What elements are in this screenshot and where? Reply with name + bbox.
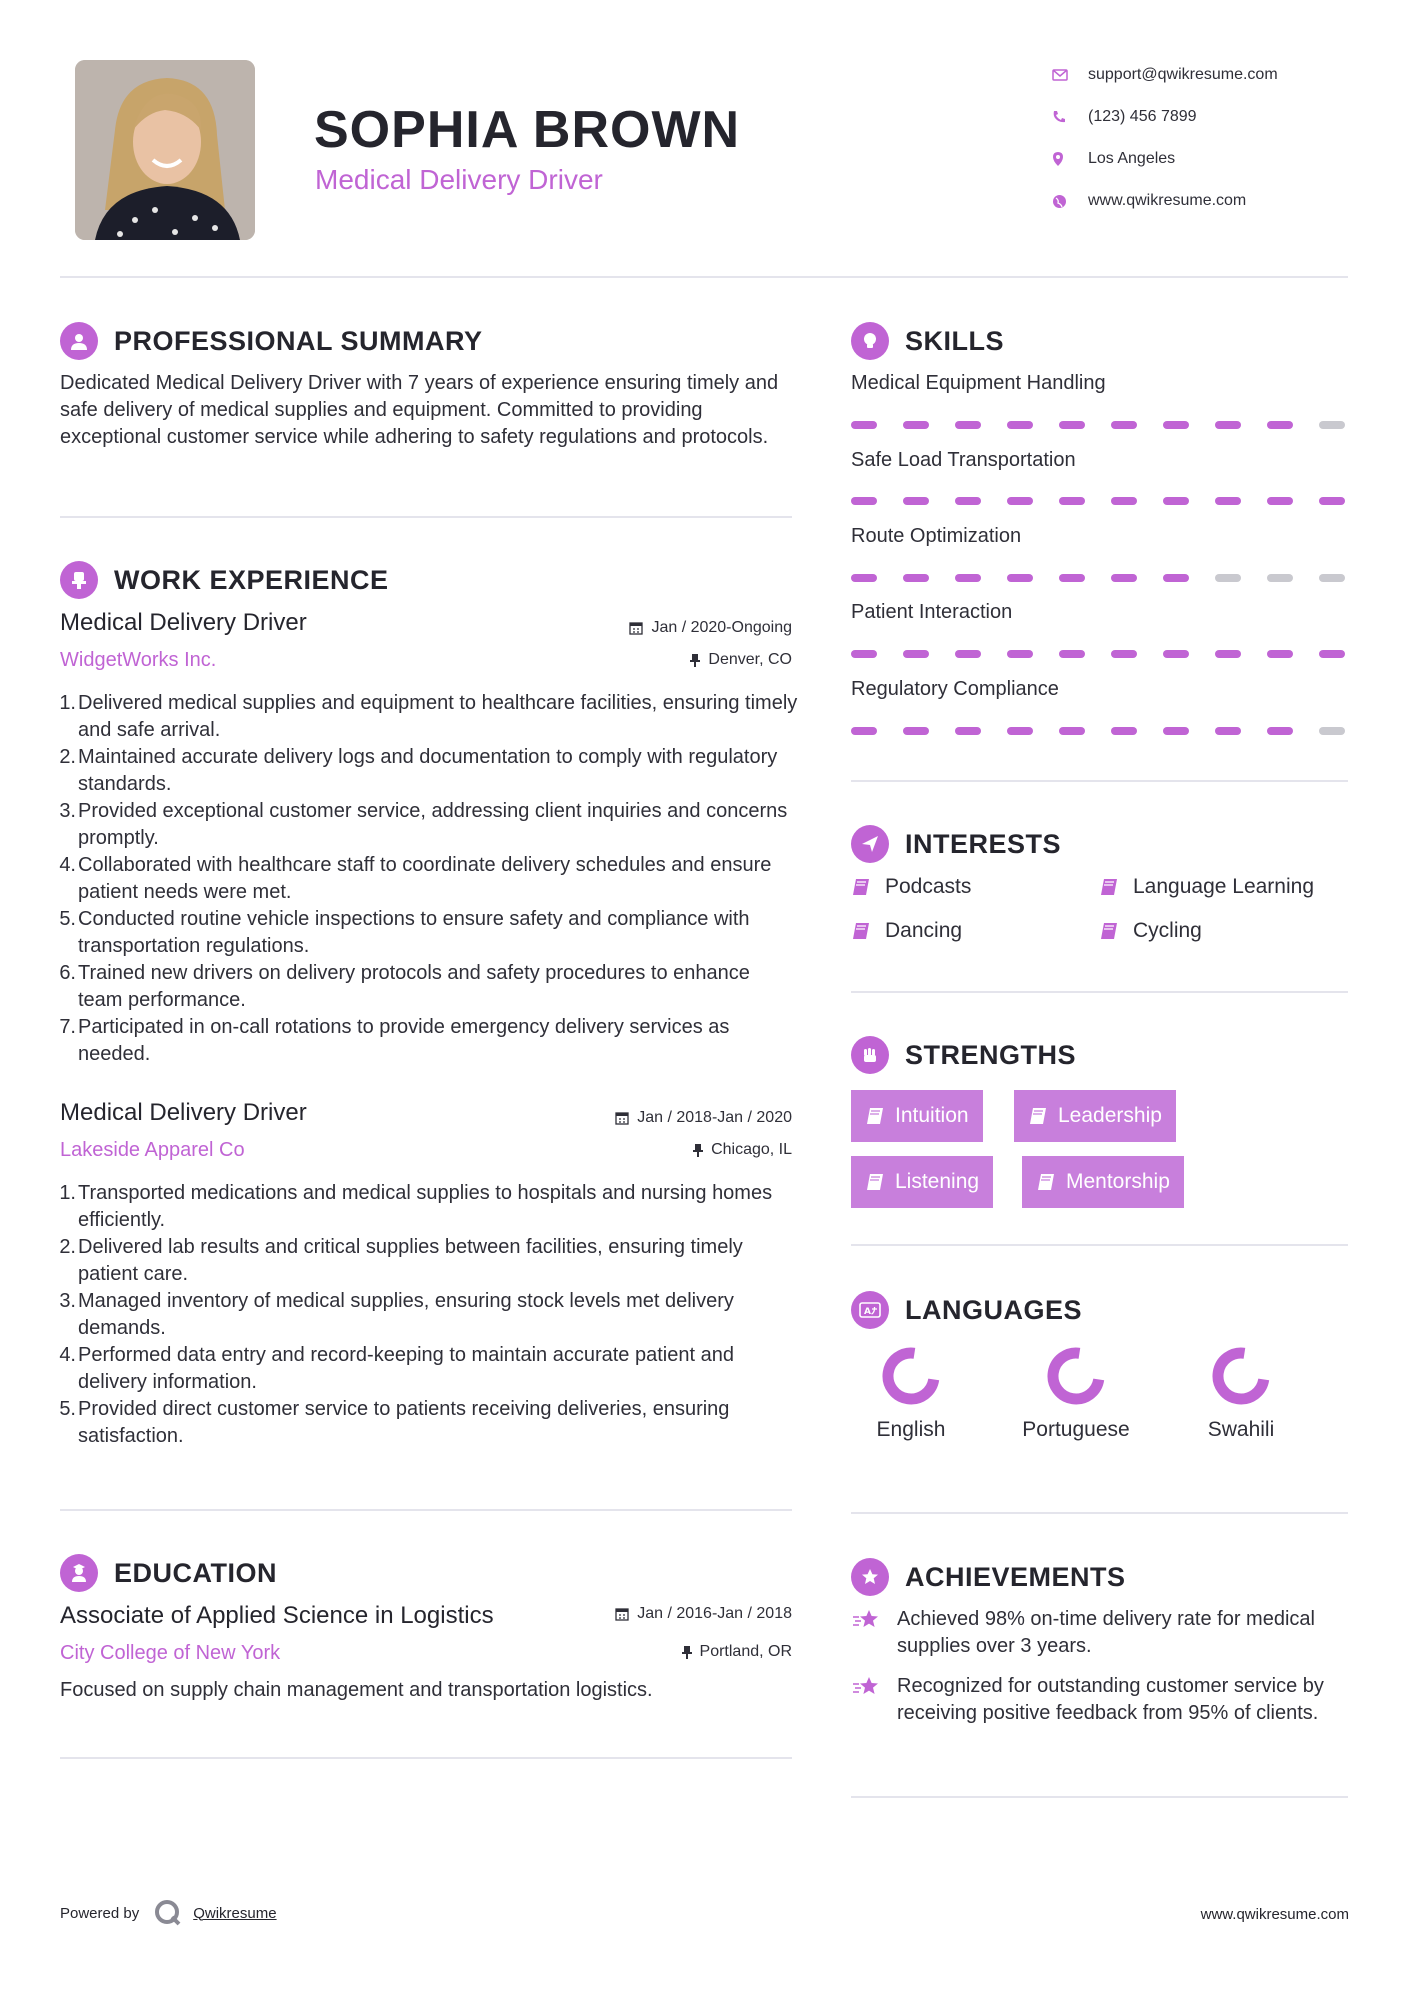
education-dates-text: Jan / 2016-Jan / 2018 [637, 1605, 792, 1622]
education-location [682, 1643, 792, 1661]
skill-5-bar [851, 727, 1345, 735]
skill-4-name: Patient Interaction [851, 601, 1013, 623]
skill-5-name: Regulatory Compliance [851, 678, 1059, 700]
skill-dash-filled [903, 727, 929, 735]
strengths-heading [851, 1036, 1076, 1074]
skills-heading [851, 322, 1004, 360]
experience-divider [60, 1509, 792, 1511]
contact-block [1052, 54, 1352, 222]
skill-dash-filled [1007, 650, 1033, 658]
skill-dash-filled [1163, 650, 1189, 658]
book-icon [851, 922, 871, 940]
fist-icon [851, 1036, 889, 1074]
achievements-heading [851, 1558, 1126, 1596]
job-1-dates-text: Jan / 2020-Ongoing [651, 619, 792, 636]
job-2-location-text: Chicago, IL [711, 1141, 792, 1158]
skill-dash-filled [1111, 650, 1137, 658]
language-level-ring [881, 1346, 941, 1406]
skill-dash-filled [1059, 421, 1085, 429]
job-1-title: Medical Delivery Driver [60, 609, 307, 636]
job-1-company: WidgetWorks Inc. [60, 649, 217, 671]
skill-dash-filled [903, 650, 929, 658]
qwikresume-logo-icon [153, 1898, 183, 1928]
skill-dash-filled [1111, 727, 1137, 735]
skill-dash-filled [1059, 574, 1085, 582]
summary-heading [60, 322, 483, 360]
book-icon [1099, 878, 1119, 896]
skill-dash-filled [1267, 650, 1293, 658]
contact-phone [1052, 96, 1352, 138]
job-1-list [59, 690, 798, 1068]
skill-dash-filled [1111, 497, 1137, 505]
header-divider [60, 276, 1348, 278]
strengths-title: STRENGTHS [905, 1039, 1077, 1070]
education-dates [615, 1605, 792, 1623]
skill-dash-filled [1215, 727, 1241, 735]
globe-icon [1052, 194, 1088, 209]
candidate-name: SOPHIA BROWN [314, 101, 741, 159]
qwikresume-link[interactable]: Qwikresume [193, 1904, 277, 1922]
contact-email-text: support@qwikresume.com [1088, 66, 1278, 83]
interest-item: Podcasts [851, 875, 971, 899]
skill-dash-filled [1007, 421, 1033, 429]
contact-website[interactable] [1052, 180, 1352, 222]
contact-email[interactable] [1052, 54, 1352, 96]
strength-chip: Listening [851, 1156, 993, 1208]
interest-item: Dancing [851, 919, 962, 943]
skill-dash-filled [1319, 497, 1345, 505]
experience-heading [60, 561, 389, 599]
skill-dash-filled [955, 497, 981, 505]
skill-dash-filled [1215, 650, 1241, 658]
skill-dash-empty [1319, 421, 1345, 429]
skill-2-name: Safe Load Transportation [851, 449, 1076, 471]
candidate-title: Medical Delivery Driver [315, 164, 603, 195]
powered-by-label: Powered by [60, 1904, 140, 1922]
languages-divider [851, 1512, 1348, 1514]
book-icon [1099, 922, 1119, 940]
skill-dash-filled [1059, 497, 1085, 505]
list-item: 3. Provided exceptional customer service, addressing client inquiries and concerns promptly. [59, 800, 788, 849]
calendar-icon [615, 1607, 629, 1621]
achievements-title: ACHIEVEMENTS [905, 1561, 1126, 1592]
skill-dash-empty [1319, 727, 1345, 735]
contact-website-text: www.qwikresume.com [1088, 192, 1247, 209]
book-icon [1028, 1107, 1048, 1125]
skill-dash-filled [1267, 421, 1293, 429]
list-item: 5. Provided direct customer service to patients receiving deliveries, ensuring satisfaction. [59, 1398, 730, 1447]
skill-dash-filled [851, 650, 877, 658]
skill-dash-filled [1111, 574, 1137, 582]
language-name: Swahili [1207, 1418, 1275, 1441]
skill-dash-filled [1163, 727, 1189, 735]
interests-title: INTERESTS [905, 828, 1062, 859]
book-icon [851, 878, 871, 896]
phone-icon [1052, 110, 1088, 124]
envelope-icon [1052, 69, 1088, 81]
skill-dash-filled [903, 497, 929, 505]
achievements-divider [851, 1796, 1348, 1798]
job-2-title: Medical Delivery Driver [60, 1099, 307, 1126]
user-icon [60, 322, 98, 360]
skill-dash-filled [1163, 574, 1189, 582]
languages-heading [851, 1291, 1082, 1329]
star-icon [851, 1673, 897, 1727]
book-icon [865, 1173, 885, 1191]
skill-4-bar [851, 650, 1345, 658]
skill-dash-filled [1267, 727, 1293, 735]
skill-dash-filled [955, 650, 981, 658]
skill-2-bar [851, 497, 1345, 505]
language-level-ring [1046, 1346, 1106, 1406]
list-item: 1. Delivered medical supplies and equipment to healthcare facilities, ensuring timely and safe arrival. [59, 692, 798, 741]
briefcase-icon [60, 561, 98, 599]
star-icon [851, 1606, 897, 1660]
list-item: 7. Participated in on-call rotations to provide emergency delivery services as needed. [59, 1016, 730, 1065]
skill-dash-filled [851, 727, 877, 735]
language-name: English [876, 1418, 946, 1441]
education-school: City College of New York [60, 1642, 281, 1664]
skill-1-name: Medical Equipment Handling [851, 372, 1106, 394]
pin-icon [690, 653, 700, 667]
award-icon [851, 1558, 889, 1596]
job-2-dates [615, 1109, 792, 1127]
job-1-location [690, 651, 792, 669]
skill-1-bar [851, 421, 1345, 429]
skill-dash-filled [1007, 574, 1033, 582]
contact-location [1052, 138, 1352, 180]
achievement-item: Achieved 98% on-time delivery rate for medical supplies over 3 years. [851, 1606, 1351, 1660]
skill-dash-filled [1163, 497, 1189, 505]
language-name: Portuguese [1022, 1418, 1130, 1441]
list-item: 3. Managed inventory of medical supplies, ensuring stock levels met delivery demands. [59, 1290, 734, 1339]
skill-dash-filled [903, 421, 929, 429]
skill-dash-filled [1007, 497, 1033, 505]
skill-dash-empty [1215, 574, 1241, 582]
skill-dash-filled [1215, 421, 1241, 429]
skill-dash-filled [1215, 497, 1241, 505]
interests-divider [851, 991, 1348, 993]
list-item: 5. Conducted routine vehicle inspections to ensure safety and compliance with transportation regulations. [59, 908, 750, 957]
skill-dash-filled [851, 574, 877, 582]
education-divider [60, 1757, 792, 1759]
contact-phone-text: (123) 456 7899 [1088, 108, 1197, 125]
skill-dash-filled [1267, 497, 1293, 505]
list-item: 1. Transported medications and medical supplies to hospitals and nursing homes efficiently. [59, 1182, 773, 1231]
interest-item: Language Learning [1099, 875, 1314, 899]
skill-dash-filled [851, 421, 877, 429]
job-1-dates [629, 619, 792, 637]
book-icon [865, 1107, 885, 1125]
languages-title: LANGUAGES [905, 1294, 1083, 1325]
contact-location-text: Los Angeles [1088, 150, 1176, 167]
translate-icon [851, 1291, 889, 1329]
strength-chip: Intuition [851, 1090, 983, 1142]
profile-photo [75, 60, 255, 240]
skill-dash-filled [1319, 650, 1345, 658]
book-icon [1036, 1173, 1056, 1191]
education-heading [60, 1554, 277, 1592]
skill-3-bar [851, 574, 1345, 582]
skill-dash-filled [1059, 727, 1085, 735]
job-2-dates-text: Jan / 2018-Jan / 2020 [637, 1109, 792, 1126]
svg-text:A: A [864, 1307, 871, 1317]
summary-divider [60, 516, 792, 518]
experience-title: WORK EXPERIENCE [114, 564, 389, 595]
summary-text: Dedicated Medical Delivery Driver with 7 years of experience ensuring timely and safe delivery of medical supplies and equipment. Committed to providing exceptional customer service while adhering to safety regulations and protocols. [60, 372, 779, 448]
job-2-location [693, 1141, 792, 1159]
job-2-company: Lakeside Apparel Co [60, 1139, 245, 1161]
list-item: 2. Maintained accurate delivery logs and documentation to comply with regulatory standards. [59, 746, 778, 795]
paper-plane-icon [851, 825, 889, 863]
skill-dash-filled [955, 421, 981, 429]
skills-divider [851, 780, 1348, 782]
list-item: 2. Delivered lab results and critical supplies between facilities, ensuring timely patient care. [59, 1236, 743, 1285]
graduate-icon [60, 1554, 98, 1592]
language-level-ring [1211, 1346, 1271, 1406]
footer-website[interactable]: www.qwikresume.com [1200, 1906, 1349, 1923]
list-item: 4. Performed data entry and record-keeping to maintain accurate patient and delivery information. [59, 1344, 734, 1393]
skill-dash-filled [955, 574, 981, 582]
education-description: Focused on supply chain management and transportation logistics. [60, 1679, 653, 1701]
skill-dash-empty [1319, 574, 1345, 582]
skill-dash-filled [1111, 421, 1137, 429]
lightbulb-icon [851, 322, 889, 360]
interest-item: Cycling [1099, 919, 1202, 943]
language-item [1001, 1346, 1151, 1444]
summary-title: PROFESSIONAL SUMMARY [114, 325, 483, 356]
achievement-item: Recognized for outstanding customer service by receiving positive feedback from 95% of clients. [851, 1673, 1351, 1727]
list-item: 4. Collaborated with healthcare staff to coordinate delivery schedules and ensure patient needs were met. [59, 854, 772, 903]
strength-chip: Mentorship [1022, 1156, 1184, 1208]
job-1-location-text: Denver, CO [708, 651, 792, 668]
skill-dash-filled [1007, 727, 1033, 735]
job-2-list [59, 1180, 798, 1450]
skill-dash-filled [1059, 650, 1085, 658]
skill-3-name: Route Optimization [851, 525, 1022, 547]
strengths-divider [851, 1244, 1348, 1246]
skills-title: SKILLS [905, 325, 1005, 356]
pin-icon [682, 1645, 692, 1659]
skill-dash-filled [903, 574, 929, 582]
footer-powered-by [60, 1898, 277, 1928]
strength-chip: Leadership [1014, 1090, 1176, 1142]
education-degree: Associate of Applied Science in Logistics [60, 1602, 494, 1629]
skill-dash-filled [851, 497, 877, 505]
pin-icon [693, 1143, 703, 1157]
skill-dash-empty [1267, 574, 1293, 582]
interests-heading [851, 825, 1061, 863]
language-item [836, 1346, 986, 1444]
education-location-text: Portland, OR [699, 1643, 792, 1660]
language-item [1166, 1346, 1316, 1444]
list-item: 6. Trained new drivers on delivery protocols and safety procedures to enhance team performance. [59, 962, 750, 1011]
education-title: EDUCATION [114, 1557, 277, 1588]
calendar-icon [615, 1111, 629, 1125]
skill-dash-filled [1163, 421, 1189, 429]
calendar-icon [629, 621, 643, 635]
skill-dash-filled [955, 727, 981, 735]
map-pin-icon [1052, 151, 1088, 167]
